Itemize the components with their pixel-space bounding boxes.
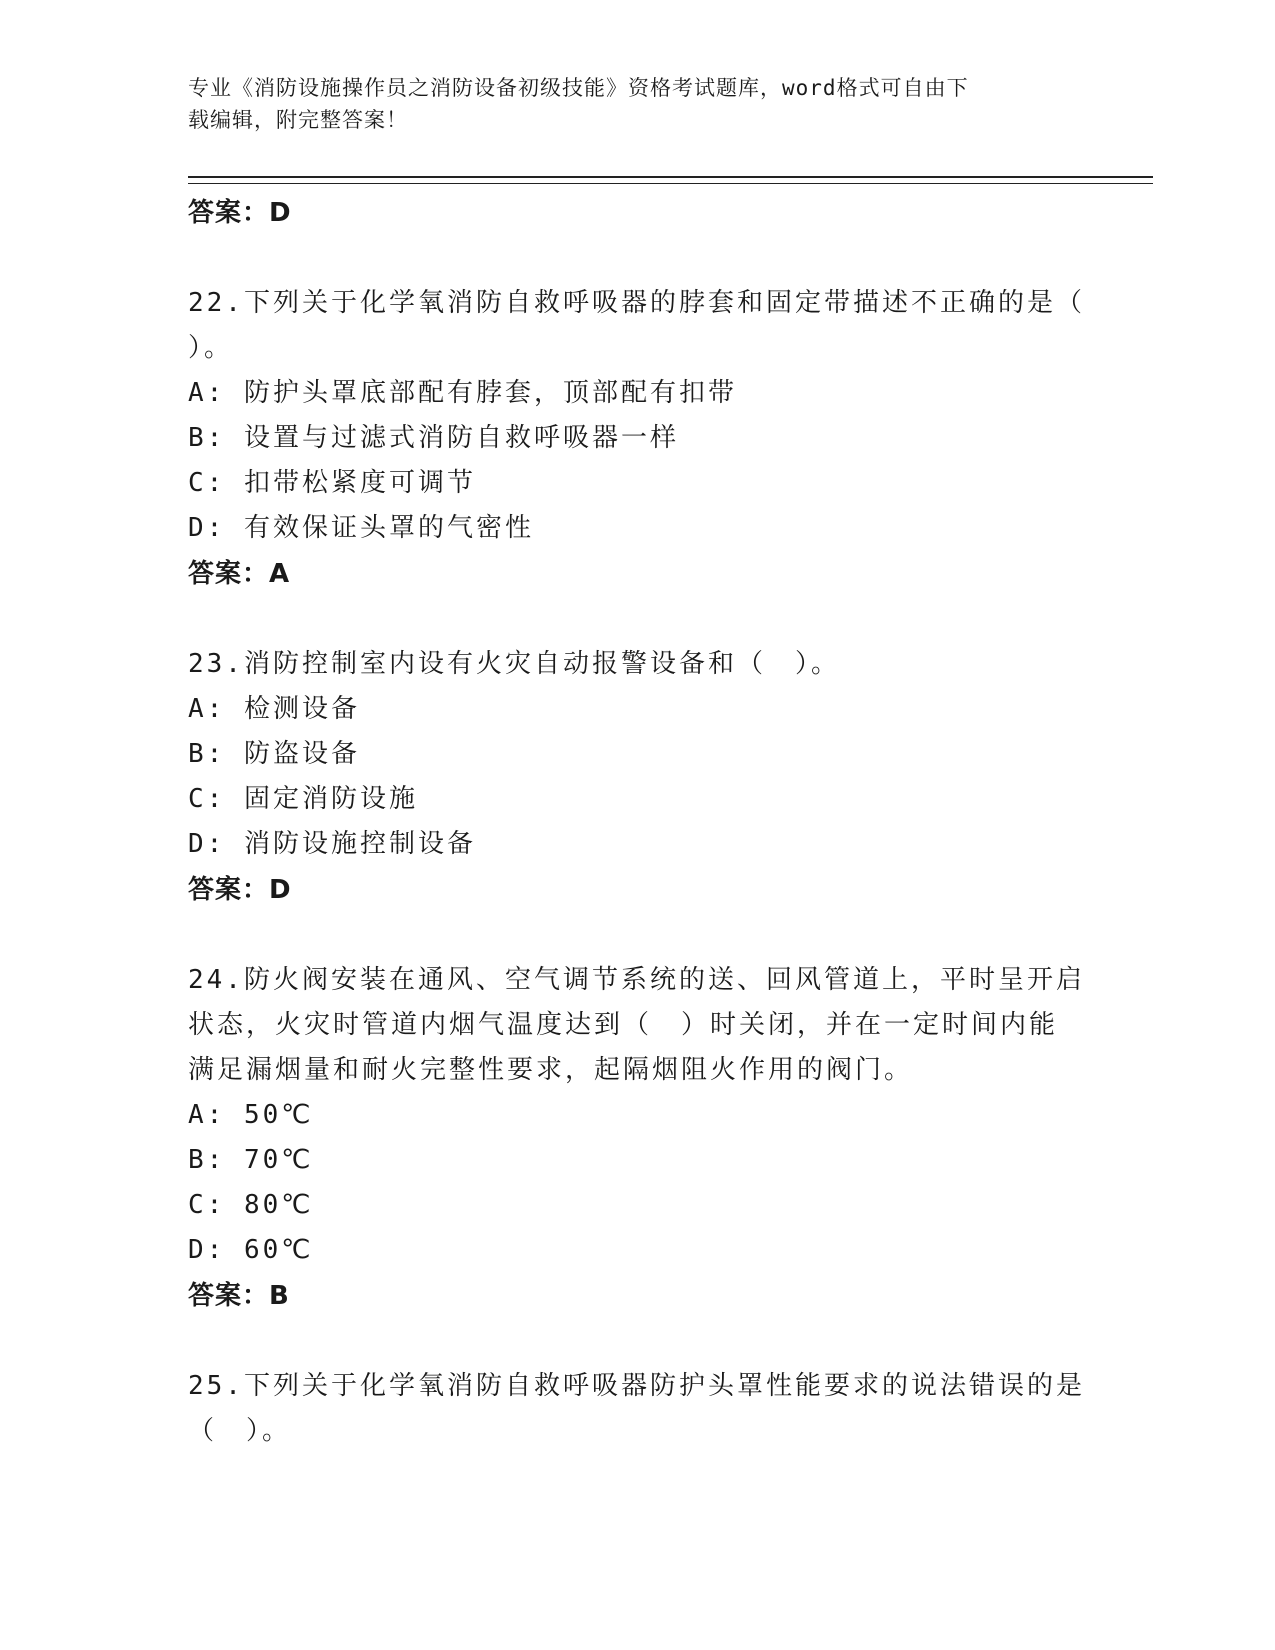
question-text <box>188 958 1088 1093</box>
option-c: C: 80℃ <box>188 1190 314 1220</box>
header-divider-thick <box>188 176 1153 178</box>
option-d: D: 消防设施控制设备 <box>188 829 476 859</box>
spacer <box>188 236 1088 281</box>
question-text <box>188 1364 1088 1454</box>
answer: 答案：B <box>188 1281 290 1311</box>
option-a: A: 防护头罩底部配有脖套，顶部配有扣带 <box>188 378 737 408</box>
question-24 <box>188 958 1088 1319</box>
spacer <box>188 913 1088 958</box>
answer: 答案：A <box>188 559 291 589</box>
option-c: C: 扣带松紧度可调节 <box>188 468 476 498</box>
question-line: 满足漏烟量和耐火完整性要求，起隔烟阻火作用的阀门。 <box>188 1055 914 1085</box>
option-c: C: 固定消防设施 <box>188 784 418 814</box>
option-b: B: 设置与过滤式消防自救呼吸器一样 <box>188 423 679 453</box>
question-22 <box>188 281 1088 597</box>
question-25 <box>188 1364 1088 1454</box>
question-line: 23.消防控制室内设有火灾自动报警设备和（ ）。 <box>188 649 840 679</box>
answer-prev: 答案：D <box>188 198 292 228</box>
question-line: 25.下列关于化学氧消防自救呼吸器防护头罩性能要求的说法错误的是 <box>188 1371 1085 1401</box>
option-b: B: 70℃ <box>188 1145 314 1175</box>
spacer <box>188 597 1088 642</box>
question-text <box>188 281 1088 371</box>
header-divider-thin <box>188 183 1153 184</box>
question-23 <box>188 642 1088 913</box>
question-line: 24.防火阀安装在通风、空气调节系统的送、回风管道上，平时呈开启 <box>188 965 1085 995</box>
question-line: （ ）。 <box>188 1416 292 1446</box>
question-line: 状态，火灾时管道内烟气温度达到（ ）时关闭，并在一定时间内能 <box>188 1010 1059 1040</box>
header-line-2: 载编辑，附完整答案！ <box>188 108 408 132</box>
question-line: 22.下列关于化学氧消防自救呼吸器的脖套和固定带描述不正确的是（ <box>188 288 1085 318</box>
question-text <box>188 642 1088 687</box>
option-a: A: 检测设备 <box>188 694 360 724</box>
option-d: D: 有效保证头罩的气密性 <box>188 513 534 543</box>
question-line: ）。 <box>188 333 234 363</box>
answer: 答案：D <box>188 875 292 905</box>
spacer <box>188 1319 1088 1364</box>
question-list <box>188 190 1088 1454</box>
header-line-1: 专业《消防设施操作员之消防设备初级技能》资格考试题库，word格式可自由下 <box>188 76 969 100</box>
option-b: B: 防盗设备 <box>188 739 360 769</box>
option-a: A: 50℃ <box>188 1100 314 1130</box>
option-d: D: 60℃ <box>188 1235 314 1265</box>
page-header <box>188 72 1088 136</box>
